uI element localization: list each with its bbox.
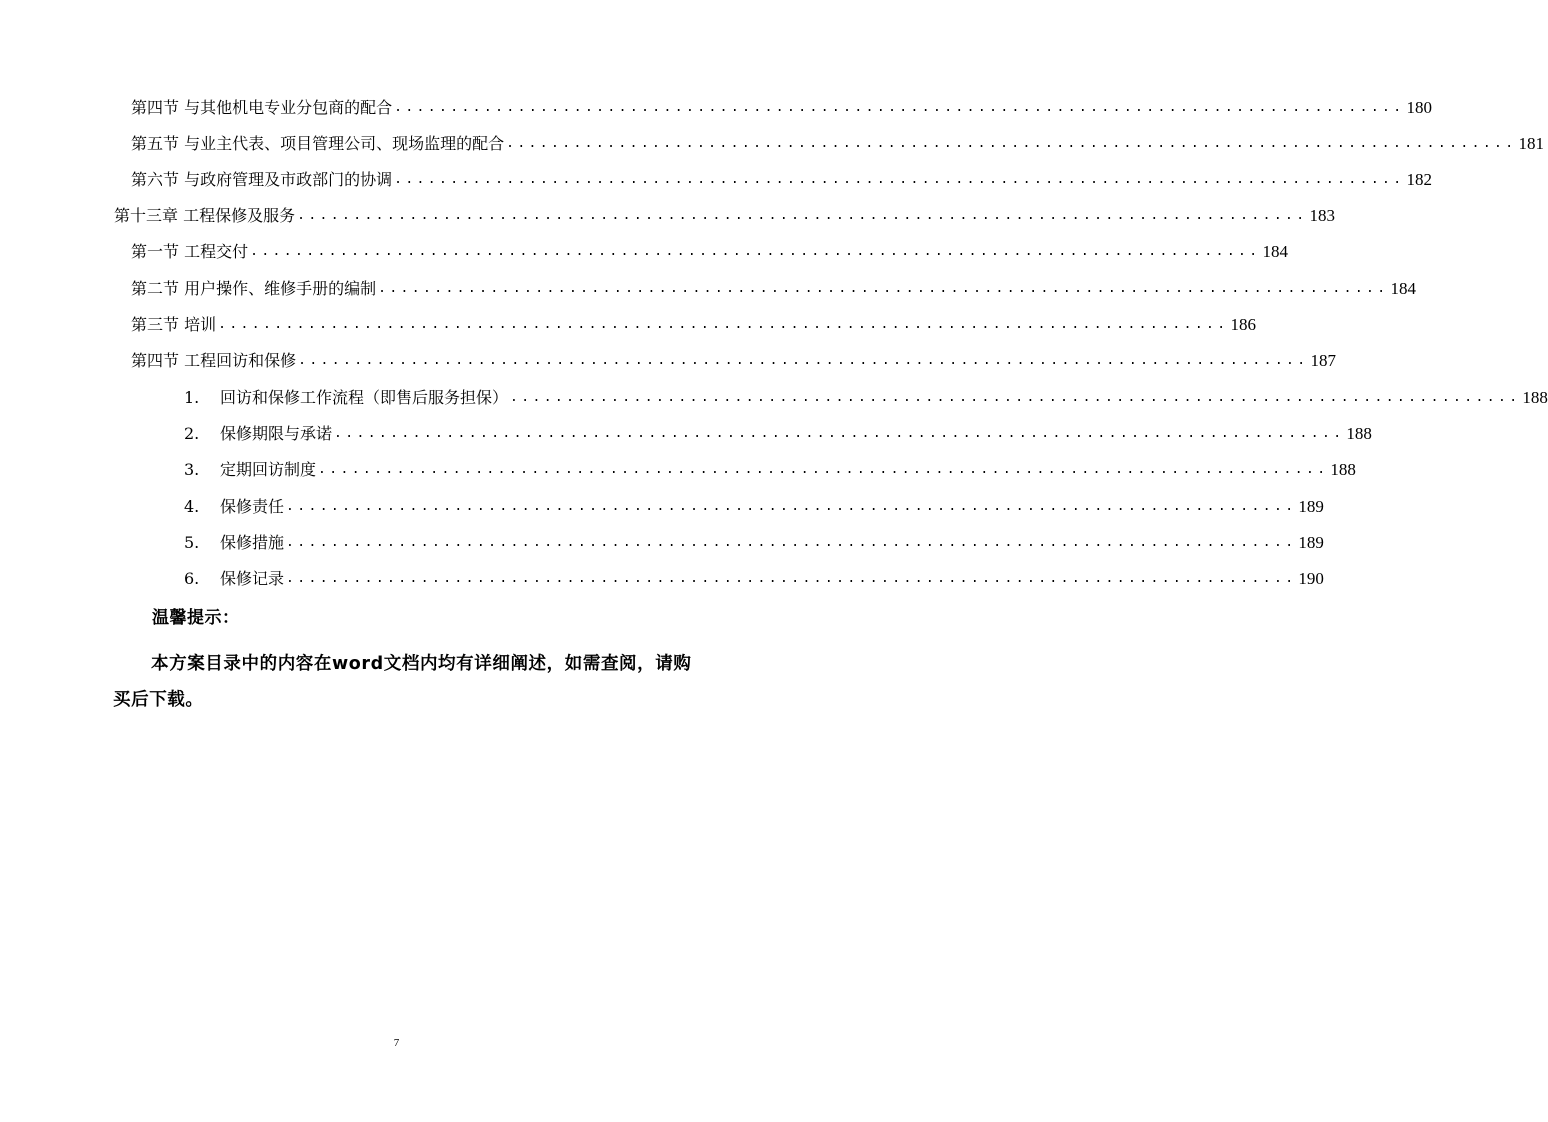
toc-entry-page: 186: [1230, 315, 1256, 334]
toc-entry-page: 181: [1518, 134, 1544, 153]
toc-leader-dots: ..........................................................................................: [506, 136, 1517, 151]
toc-entry-label: 保修责任: [220, 497, 285, 516]
toc-leader-dots: ..........................................................................................: [286, 571, 1297, 586]
page-number: 7: [393, 1037, 400, 1049]
toc-entry[interactable]: [184, 420, 1372, 444]
toc-leader-dots: ..........................................................................................: [394, 100, 1405, 115]
toc-entry-page: 189: [1298, 497, 1324, 516]
toc-entry-page: 187: [1310, 351, 1336, 370]
toc-entry[interactable]: [131, 130, 1544, 154]
toc-entry-label: 定期回访制度: [220, 460, 317, 479]
toc-entry-page: 182: [1406, 170, 1432, 189]
toc-entry-label: 第二节 用户操作、维修手册的编制: [131, 279, 377, 298]
toc-entry[interactable]: [184, 493, 1324, 517]
toc-entry-page: 184: [1262, 242, 1288, 261]
toc-entry-label: 保修期限与承诺: [220, 424, 333, 443]
toc-entry-page: 183: [1309, 206, 1335, 225]
toc-entry[interactable]: [184, 384, 1548, 408]
toc-leader-dots: ..........................................................................................: [334, 426, 1345, 441]
toc-entry-number: 6.: [184, 569, 200, 588]
tip-title: 温馨提示：: [152, 608, 240, 628]
tip-body: 本方案目录中的内容在word文档内均有详细阐述，如需查阅，请购买后下载。: [113, 654, 692, 710]
toc-leader-dots: ..........................................................................................: [378, 281, 1389, 296]
toc-entry[interactable]: [131, 94, 1432, 118]
toc-entry-label: 保修记录: [220, 569, 285, 588]
toc-entry[interactable]: [114, 202, 1335, 226]
toc-entry-page: 184: [1390, 279, 1416, 298]
toc-entry[interactable]: [131, 275, 1416, 299]
toc-entry-label: 第三节 培训: [131, 315, 217, 334]
toc-entry-label: 保修措施: [220, 533, 285, 552]
toc-leader-dots: ..........................................................................................: [297, 208, 1308, 223]
toc-entry[interactable]: [131, 166, 1432, 190]
toc-entry-number: 5.: [184, 533, 200, 552]
toc-entry-page: 189: [1298, 533, 1324, 552]
toc-entry-number: 2.: [184, 424, 200, 443]
toc-entry-label: 第六节 与政府管理及市政部门的协调: [131, 170, 393, 189]
toc-leader-dots: ..........................................................................................: [394, 172, 1405, 187]
toc-entry-number: 4.: [184, 497, 200, 516]
toc-entry[interactable]: [184, 529, 1324, 553]
toc-leader-dots: ..........................................................................................: [286, 535, 1297, 550]
toc-entry[interactable]: [131, 238, 1288, 262]
toc-entry[interactable]: [184, 456, 1356, 480]
toc-entry-label: 第四节 与其他机电专业分包商的配合: [131, 98, 393, 117]
toc-entry-page: 188: [1346, 424, 1372, 443]
toc-entry-page: 190: [1298, 569, 1324, 588]
toc-entry[interactable]: [131, 311, 1256, 335]
toc-entry-label: 第十三章 工程保修及服务: [114, 206, 296, 225]
toc-entry-number: 3.: [184, 460, 200, 479]
toc-entry[interactable]: [131, 347, 1336, 371]
toc-entry-page: 180: [1406, 98, 1432, 117]
toc-entry-page: 188: [1522, 388, 1548, 407]
toc-entry-label: 回访和保修工作流程（即售后服务担保）: [220, 388, 509, 407]
toc-leader-dots: ..........................................................................................: [298, 353, 1309, 368]
toc-entry-number: 1.: [184, 388, 200, 407]
toc-entry-label: 第四节 工程回访和保修: [131, 351, 297, 370]
toc-leader-dots: ..........................................................................................: [510, 390, 1521, 405]
toc-entry-label: 第一节 工程交付: [131, 242, 249, 261]
toc-leader-dots: ..........................................................................................: [218, 317, 1229, 332]
toc-entry[interactable]: [184, 565, 1324, 589]
toc-leader-dots: ..........................................................................................: [250, 244, 1261, 259]
toc-leader-dots: ..........................................................................................: [286, 499, 1297, 514]
toc-entry-page: 188: [1330, 460, 1356, 479]
toc-leader-dots: ..........................................................................................: [318, 462, 1329, 477]
toc-entry-label: 第五节 与业主代表、项目管理公司、现场监理的配合: [131, 134, 505, 153]
